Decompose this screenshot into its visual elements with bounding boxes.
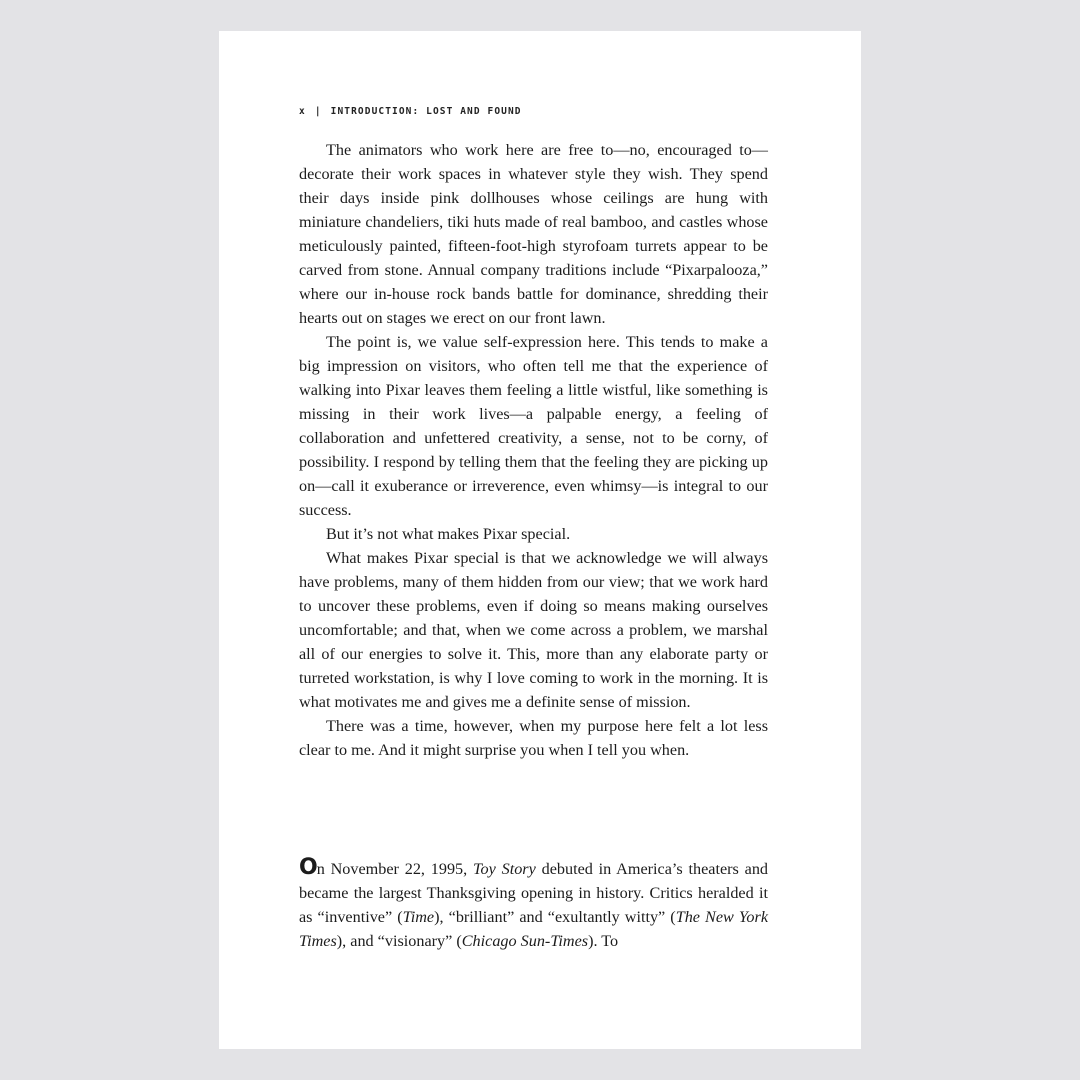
paragraph-4: What makes Pixar special is that we acknowledge we will always have problems, many of them hidden from our view; that we work hard to uncover these problems, even if doing so means making ourselves uncomfortable; and that, when we come across a problem, we marshal all of our energies to solve it. This, more than any elaborate party or turreted workstation, is why I love coming to work in the morning. It is what motivates me and gives me a definite sense of mission. — [299, 549, 768, 711]
running-head — [299, 106, 522, 118]
chapter-title: INTRODUCTION: LOST AND FOUND — [330, 106, 522, 117]
publication-title: The New York Times — [299, 908, 769, 950]
book-page — [219, 31, 861, 1049]
text-run: n November 22, 1995, — [316, 860, 474, 878]
text-run: debuted in America’s theaters and became the largest Thanksgiving opening in history. Critics heralded it as “inventive” ( — [299, 860, 769, 926]
text-run: ), “brilliant” and “exultantly witty” ( — [434, 908, 676, 926]
paragraph-3: But it’s not what makes Pixar special. — [326, 525, 571, 543]
body-section-1 — [299, 138, 768, 762]
paragraph-1: The animators who work here are free to—no, encouraged to—decorate their work spaces in whatever style they wish. They spend their days inside pink dollhouses whose ceilings are hung with miniature chandeliers, tiki huts made of real bamboo, and castles whose meticulously painted, fifteen-foot-high styrofoam turrets appear to be carved from stone. Annual company traditions include “Pixarpalooza,” where our in-house rock bands battle for dominance, shredding their hearts out on stages we erect on our front lawn. — [299, 141, 768, 327]
text-run: ), and “visionary” ( — [336, 932, 462, 950]
page-number: x — [299, 106, 306, 117]
body-section-2 — [299, 857, 768, 953]
text-run: ). To — [588, 932, 619, 950]
paragraph-5: There was a time, however, when my purpose here felt a lot less clear to me. And it might surprise you when I tell you when. — [299, 717, 768, 759]
section-opening-paragraph — [299, 857, 768, 953]
publication-title: Time — [402, 908, 435, 926]
drop-cap: O — [299, 855, 317, 880]
film-title: Toy Story — [473, 860, 536, 878]
running-head-separator: | — [314, 106, 322, 117]
paragraph-2: The point is, we value self-expression here. This tends to make a big impression on visitors, who often tell me that the experience of walking into Pixar leaves them feeling a little wistful, like something is missing in their work lives—a palpable energy, a feeling of collaboration and unfettered creativity, a sense, not to be corny, of possibility. I respond by telling them that the feeling they are picking up on—call it exuberance or irreverence, even whimsy—is integral to our success. — [299, 333, 768, 519]
publication-title: Chicago Sun-Times — [461, 932, 589, 950]
